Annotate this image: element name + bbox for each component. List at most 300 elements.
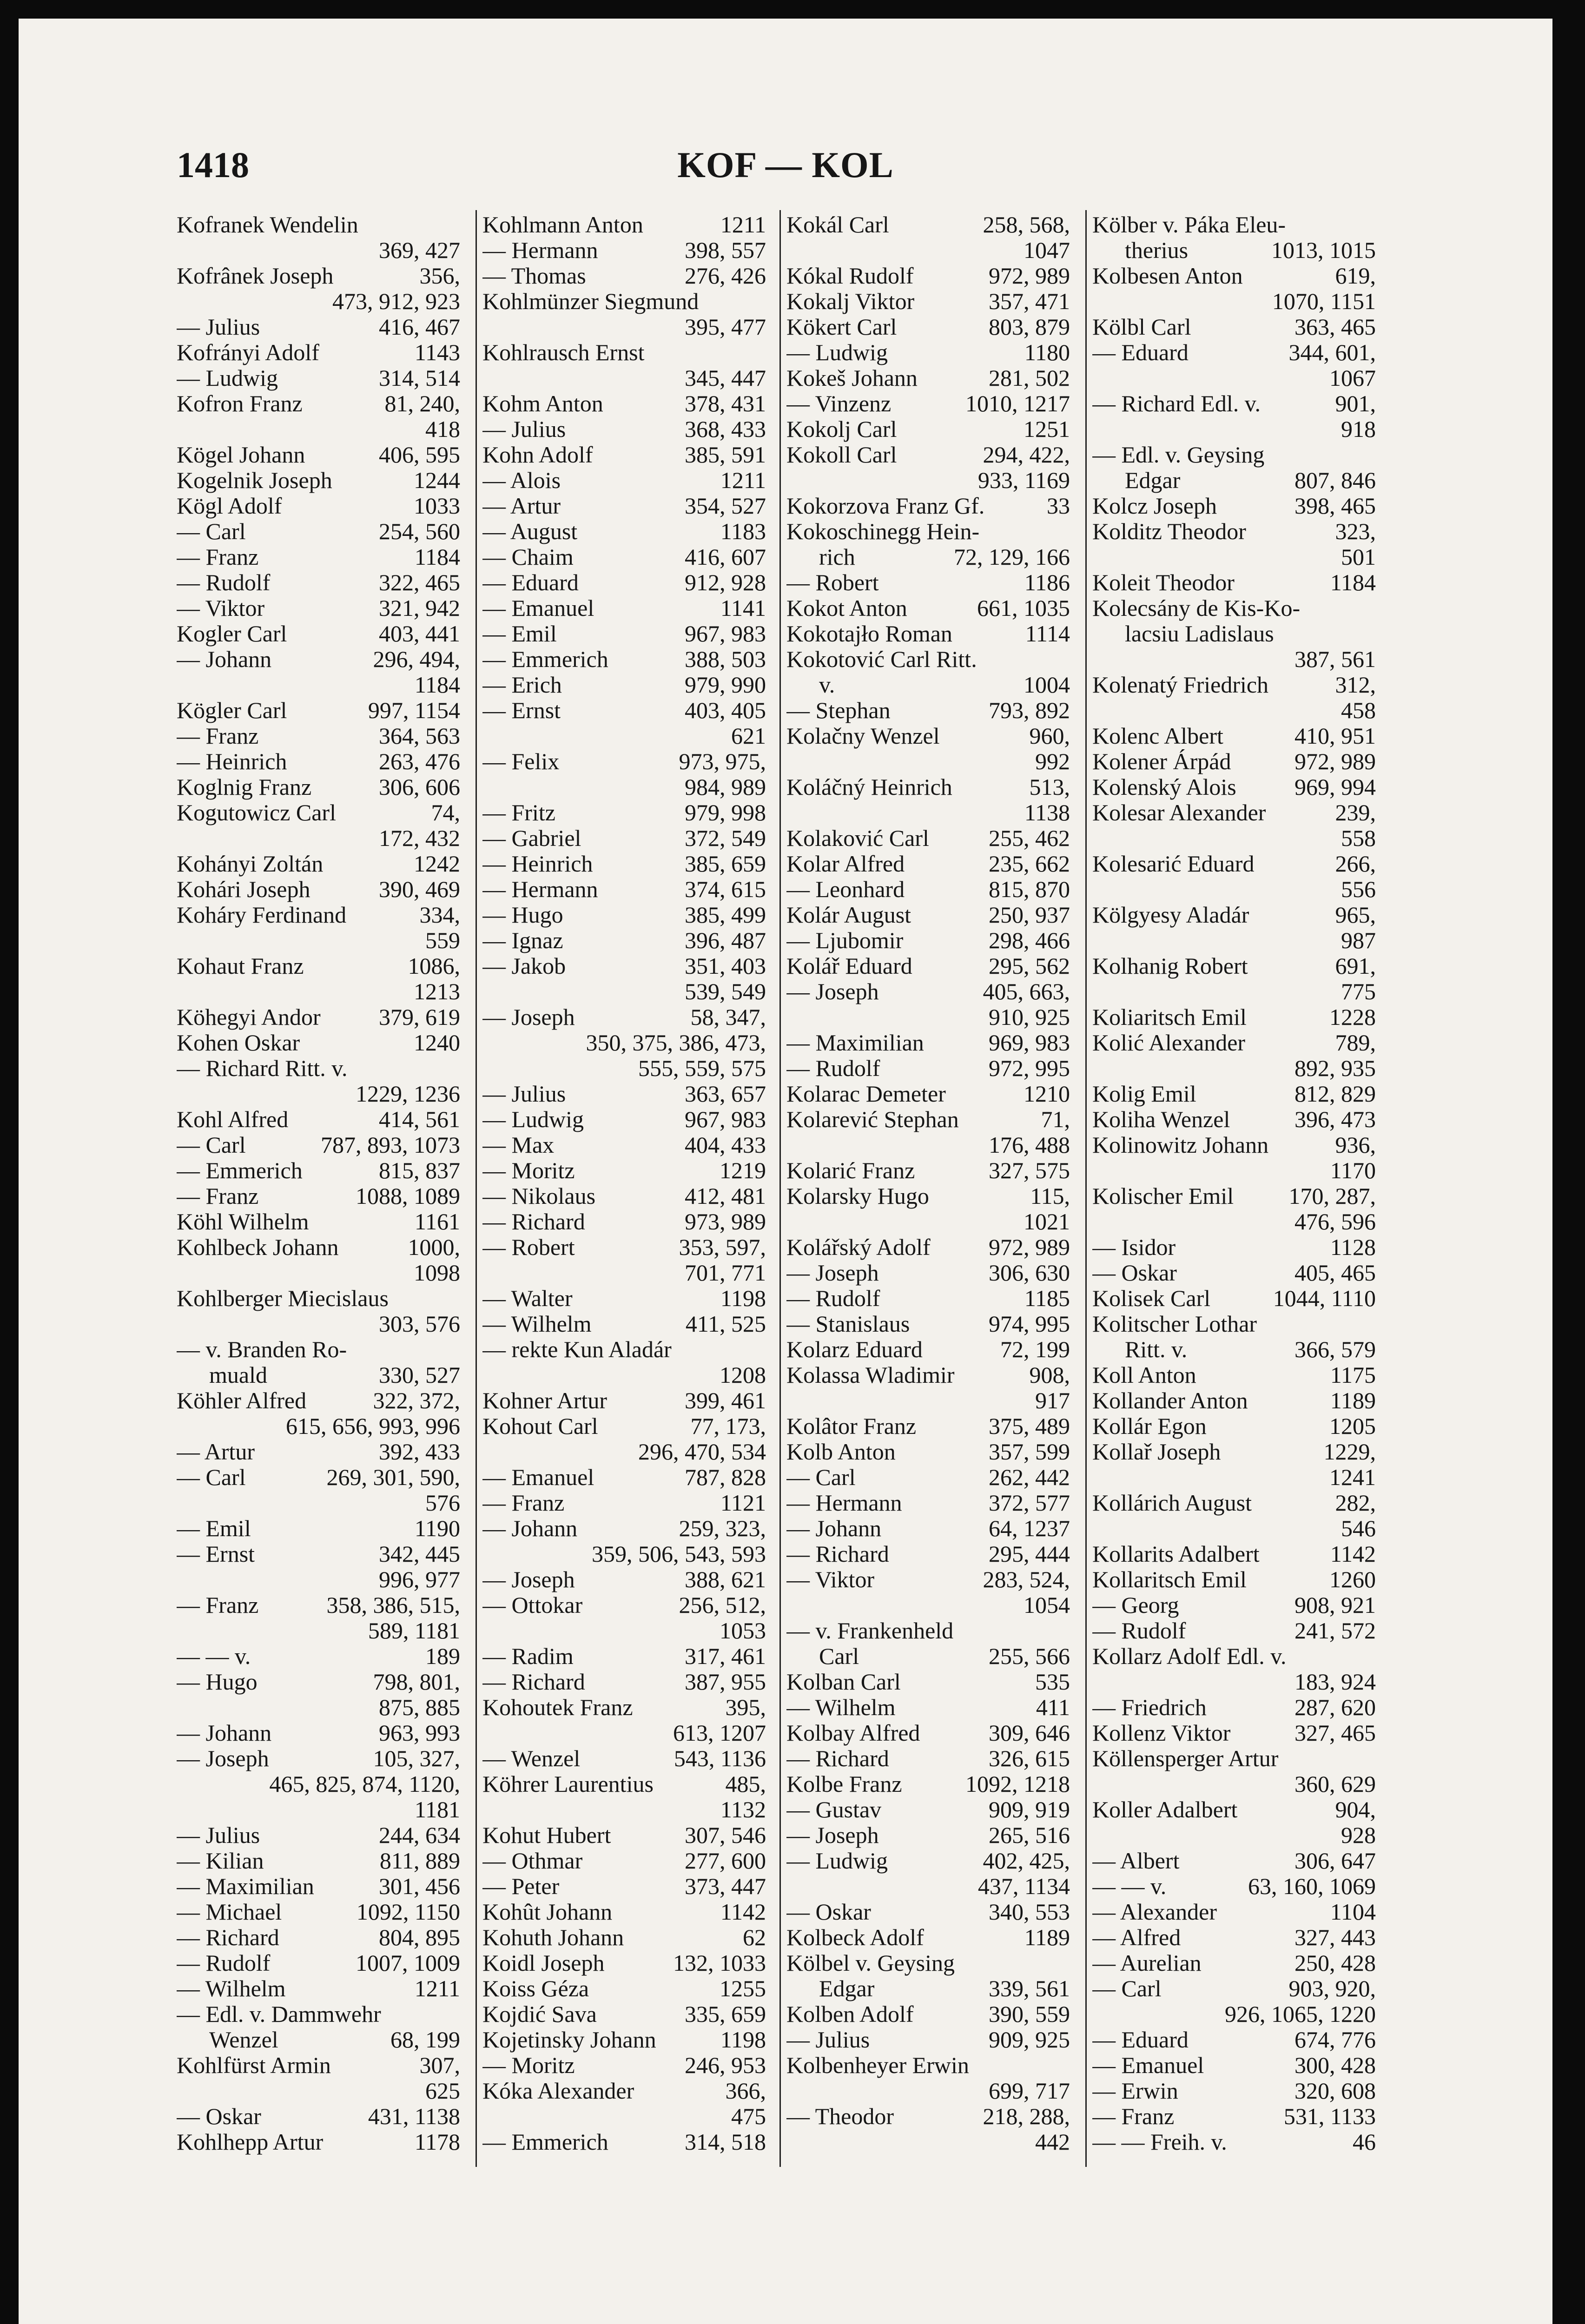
entry-name: — Radim: [482, 1644, 574, 1669]
directory-line: [1092, 1388, 1376, 1413]
page-refs: 701, 771: [685, 1260, 766, 1286]
directory-line: [1092, 1925, 1376, 1950]
entry-name: — Emil: [177, 1516, 251, 1541]
entry-name: Kolbenheyer Erwin: [786, 2053, 969, 2078]
directory-line: [482, 416, 766, 442]
entry-name: — Moritz: [482, 1158, 575, 1183]
directory-line: [177, 1797, 460, 1822]
entry-name: — Aurelian: [1092, 1950, 1202, 1976]
directory-line: [1092, 2129, 1376, 2155]
directory-line: [482, 851, 766, 877]
entry-name: — Richard: [786, 1541, 889, 1567]
directory-line: [482, 1516, 766, 1541]
page-refs: 395, 477: [685, 314, 766, 340]
page-refs: 1021: [1024, 1209, 1070, 1235]
page-refs: 262, 442: [989, 1465, 1070, 1490]
page-refs: 485,: [725, 1771, 766, 1797]
entry-name: Kolisek Carl: [1092, 1286, 1211, 1311]
page-refs: 372, 549: [685, 825, 766, 851]
page-refs: 1211: [720, 212, 766, 238]
directory-line: [482, 1874, 766, 1899]
directory-line: [482, 365, 766, 391]
page-refs: 699, 717: [989, 2078, 1070, 2104]
page-refs: 385, 499: [685, 902, 766, 928]
entry-name: — Wilhelm: [482, 1311, 592, 1337]
directory-line: [177, 1439, 460, 1465]
directory-line: [1092, 1439, 1376, 1465]
entry-name: — Peter: [482, 1874, 560, 1899]
directory-line: [786, 1209, 1070, 1235]
entry-name: Kolenatý Friedrich: [1092, 672, 1269, 698]
directory-line: [1092, 953, 1376, 979]
page-refs: 402, 425,: [983, 1848, 1070, 1874]
entry-name: Kohaut Franz: [177, 953, 304, 979]
page-refs: 793, 892: [989, 698, 1070, 723]
entry-name: Kokolj Carl: [786, 416, 897, 442]
entry-name: Carl: [819, 1644, 859, 1669]
entry-name: — Ernst: [177, 1541, 255, 1567]
entry-name: Kohût Johann: [482, 1899, 613, 1925]
directory-line: [177, 1030, 460, 1056]
directory-line: [177, 1976, 460, 2001]
page-refs: 892, 935: [1294, 1056, 1376, 1081]
directory-line: [786, 672, 1070, 698]
page-refs: 1092, 1218: [965, 1771, 1070, 1797]
page-refs: 307,: [419, 2053, 460, 2078]
page-refs: 364, 563: [379, 723, 460, 749]
entry-name: — Emmerich: [482, 647, 608, 672]
page-refs: 803, 879: [989, 314, 1070, 340]
directory-line: [177, 2129, 460, 2155]
page-refs: 327, 465: [1294, 1720, 1376, 1746]
page-refs: 395,: [725, 1695, 766, 1720]
entry-name: — Hermann: [482, 877, 598, 902]
directory-line: [786, 1362, 1070, 1388]
entry-name: — Maximilian: [177, 1874, 314, 1899]
page-refs: 255, 462: [989, 825, 1070, 851]
entry-name: Kolesar Alexander: [1092, 800, 1266, 825]
directory-line: [177, 1337, 460, 1362]
page-refs: 363, 465: [1294, 314, 1376, 340]
page-refs: 661, 1035: [977, 595, 1070, 621]
entry-name: — Erich: [482, 672, 562, 698]
directory-line: [482, 1004, 766, 1030]
page-refs: 72, 199: [1000, 1337, 1070, 1362]
directory-line: [1092, 340, 1376, 365]
page-refs: 615, 656, 993, 996: [286, 1413, 460, 1439]
entry-name: Kokoll Carl: [786, 442, 897, 468]
page-refs: 1198: [720, 1286, 766, 1311]
directory-line: [786, 2078, 1070, 2104]
entry-name: — Eduard: [1092, 2027, 1189, 2053]
page-refs: 405, 465: [1294, 1260, 1376, 1286]
page-refs: 539, 549: [685, 979, 766, 1004]
entry-name: Kollarits Adalbert: [1092, 1541, 1260, 1567]
page-refs: 979, 990: [685, 672, 766, 698]
entry-name: Kokoschinegg Hein-: [786, 519, 980, 544]
directory-line: [786, 1950, 1070, 1976]
page-refs: 908,: [1029, 1362, 1070, 1388]
directory-line: [786, 2053, 1070, 2078]
directory-line: [1092, 1618, 1376, 1644]
entry-name: Kolarac Demeter: [786, 1081, 946, 1107]
page-refs: 997, 1154: [368, 698, 460, 723]
page-refs: 1033: [414, 493, 460, 519]
entry-name: Kókal Rudolf: [786, 263, 914, 289]
entry-name: — Heinrich: [177, 749, 287, 774]
entry-name: — Hermann: [482, 238, 598, 263]
entry-name: muald: [209, 1362, 267, 1388]
directory-line: [482, 1030, 766, 1056]
directory-line: [1092, 212, 1376, 238]
entry-name: — Carl: [177, 1465, 246, 1490]
page-refs: 1088, 1089: [356, 1183, 460, 1209]
entry-name: — Carl: [177, 519, 246, 544]
page-refs: 912, 928: [685, 570, 766, 595]
page-refs: 1000,: [408, 1235, 460, 1260]
page-refs: 334,: [419, 902, 460, 928]
directory-line: [482, 1413, 766, 1439]
page-refs: 345, 447: [685, 365, 766, 391]
entry-name: Koháry Ferdinand: [177, 902, 347, 928]
directory-line: [786, 1388, 1070, 1413]
page-refs: 281, 502: [989, 365, 1070, 391]
page-refs: 254, 560: [379, 519, 460, 544]
entry-name: Kolassa Wladimir: [786, 1362, 955, 1388]
page-refs: 501: [1341, 544, 1376, 570]
entry-name: Kolesarić Eduard: [1092, 851, 1255, 877]
directory-line: [1092, 1158, 1376, 1183]
page-refs: 811, 889: [379, 1848, 460, 1874]
page-refs: 984, 989: [685, 774, 766, 800]
directory-line: [177, 749, 460, 774]
directory-line: [177, 2001, 460, 2027]
page-refs: 979, 998: [685, 800, 766, 825]
directory-line: [786, 877, 1070, 902]
page-refs: 250, 428: [1294, 1950, 1376, 1976]
directory-line: [1092, 1771, 1376, 1797]
entry-name: Kóka Alexander: [482, 2078, 634, 2104]
directory-line: [177, 1695, 460, 1720]
page-refs: 263, 476: [379, 749, 460, 774]
directory-line: [786, 1592, 1070, 1618]
directory-line: [177, 595, 460, 621]
page-refs: 306, 647: [1294, 1848, 1376, 1874]
page-refs: 589, 1181: [368, 1618, 460, 1644]
page-refs: 1013, 1015: [1271, 238, 1376, 263]
page-refs: 992: [1035, 749, 1070, 774]
directory-line: [1092, 1337, 1376, 1362]
entry-name: Kohlberger Miecislaus: [177, 1286, 389, 1311]
entry-name: Koidl Joseph: [482, 1950, 605, 1976]
entry-name: Kolar Alfred: [786, 851, 905, 877]
directory-line: [1092, 1516, 1376, 1541]
entry-name: — Ludwig: [786, 1848, 888, 1874]
directory-line: [177, 1541, 460, 1567]
directory-line: [177, 774, 460, 800]
entry-name: — Franz: [482, 1490, 565, 1516]
directory-line: [1092, 2078, 1376, 2104]
directory-line: [482, 212, 766, 238]
directory-line: [1092, 468, 1376, 493]
entry-name: Kolener Árpád: [1092, 749, 1231, 774]
entry-name: rich: [819, 544, 855, 570]
directory-line: [786, 442, 1070, 468]
entry-name: — Rudolf: [177, 570, 271, 595]
directory-line: [177, 825, 460, 851]
page-refs: 1047: [1024, 238, 1070, 263]
directory-line: [482, 1720, 766, 1746]
directory-line: [177, 1209, 460, 1235]
page-refs: 619,: [1335, 263, 1376, 289]
entry-name: Kolář Eduard: [786, 953, 912, 979]
page-refs: 314, 514: [379, 365, 460, 391]
directory-line: [177, 1771, 460, 1797]
page-refs: 804, 895: [379, 1925, 460, 1950]
page-refs: 411, 525: [685, 1311, 766, 1337]
page-refs: 965,: [1335, 902, 1376, 928]
directory-line: [177, 672, 460, 698]
entry-name: — Hugo: [482, 902, 563, 928]
page-refs: 64, 1237: [989, 1516, 1070, 1541]
page-refs: 1186: [1024, 570, 1070, 595]
entry-name: Kofron Franz: [177, 391, 303, 416]
directory-line: [177, 800, 460, 825]
page-refs: 909, 925: [989, 2027, 1070, 2053]
entry-name: Kokalj Viktor: [786, 289, 915, 314]
entry-name: — Oskar: [786, 1899, 871, 1925]
page-refs: 1190: [414, 1516, 460, 1541]
page-refs: 1229, 1236: [356, 1081, 460, 1107]
directory-line: [482, 519, 766, 544]
entry-name: — Emanuel: [482, 595, 594, 621]
page-refs: 974, 995: [989, 1311, 1070, 1337]
entry-name: — Alexander: [1092, 1899, 1217, 1925]
directory-line: [177, 1158, 460, 1183]
page-refs: 926, 1065, 1220: [1225, 2001, 1376, 2027]
entry-name: — Joseph: [786, 979, 879, 1004]
page-refs: 917: [1035, 1388, 1070, 1413]
page-refs: 372, 577: [989, 1490, 1070, 1516]
entry-name: Kokeš Johann: [786, 365, 918, 391]
page-refs: 933, 1169: [977, 468, 1070, 493]
entry-name: — Moritz: [482, 2053, 575, 2078]
directory-line: [177, 2078, 460, 2104]
entry-name: — Oskar: [177, 2104, 261, 2129]
page-refs: 558: [1341, 825, 1376, 851]
page-refs: 388, 503: [685, 647, 766, 672]
page-refs: 1067: [1329, 365, 1376, 391]
entry-name: — Kilian: [177, 1848, 264, 1874]
directory-line: [177, 723, 460, 749]
page-refs: 406, 595: [379, 442, 460, 468]
entry-name: Kogelnik Joseph: [177, 468, 332, 493]
page-refs: 396, 487: [685, 928, 766, 953]
entry-name: — Gabriel: [482, 825, 581, 851]
entry-name: — — Freih. v.: [1092, 2129, 1227, 2155]
entry-name: Kohlbeck Johann: [177, 1235, 339, 1260]
directory-line: [786, 1899, 1070, 1925]
page-refs: 416, 607: [685, 544, 766, 570]
column-2: [482, 212, 766, 2164]
entry-name: — Wilhelm: [177, 1976, 286, 2001]
page-refs: 350, 375, 386, 473,: [586, 1030, 766, 1056]
directory-line: [1092, 698, 1376, 723]
entry-name: — Franz: [177, 1183, 259, 1209]
directory-line: [177, 1669, 460, 1695]
page-refs: 244, 634: [379, 1822, 460, 1848]
directory-line: [177, 902, 460, 928]
directory-line: [482, 2129, 766, 2155]
entry-name: — Stephan: [786, 698, 891, 723]
page-refs: 403, 405: [685, 698, 766, 723]
directory-line: [482, 1158, 766, 1183]
entry-name: Kohlmann Anton: [482, 212, 643, 238]
directory-line: [177, 1260, 460, 1286]
entry-name: — Artur: [482, 493, 561, 519]
directory-line: [177, 314, 460, 340]
page-refs: 276, 426: [685, 263, 766, 289]
directory-line: [177, 570, 460, 595]
directory-line: [482, 800, 766, 825]
directory-line: [177, 1235, 460, 1260]
directory-line: [786, 1695, 1070, 1720]
directory-line: [1092, 749, 1376, 774]
page-refs: 250, 937: [989, 902, 1070, 928]
entry-name: Kolâtor Franz: [786, 1413, 917, 1439]
page-refs: 327, 575: [989, 1158, 1070, 1183]
entry-name: Kogler Carl: [177, 621, 287, 647]
page-refs: 1054: [1024, 1592, 1070, 1618]
page-refs: 531, 1133: [1283, 2104, 1376, 2129]
directory-line: [177, 468, 460, 493]
entry-name: Köhl Wilhelm: [177, 1209, 309, 1235]
directory-line: [482, 1797, 766, 1822]
page-refs: 71,: [1041, 1107, 1070, 1132]
page-refs: 132, 1033: [673, 1950, 766, 1976]
entry-name: — v. Branden Ro-: [177, 1337, 347, 1362]
page-refs: 283, 524,: [983, 1567, 1070, 1592]
entry-name: — Michael: [177, 1899, 282, 1925]
entry-name: — Heinrich: [482, 851, 593, 877]
entry-name: Koliaritsch Emil: [1092, 1004, 1247, 1030]
column-4: [1092, 212, 1376, 2164]
directory-line: [482, 2027, 766, 2053]
directory-line: [177, 1490, 460, 1516]
page-title: KOF — KOL: [677, 145, 894, 185]
page-refs: 1260: [1329, 1567, 1376, 1592]
directory-line: [482, 672, 766, 698]
page-refs: 326, 615: [989, 1746, 1070, 1771]
page-refs: 437, 1134: [977, 1874, 1070, 1899]
page-refs: 266,: [1335, 851, 1376, 877]
page-refs: 559: [425, 928, 460, 953]
page-refs: 815, 837: [379, 1158, 460, 1183]
entry-name: — Johann: [482, 1516, 578, 1541]
directory-line: [177, 2104, 460, 2129]
page-refs: 431, 1138: [368, 2104, 460, 2129]
entry-name: Kohut Hubert: [482, 1822, 611, 1848]
page-refs: 1205: [1329, 1413, 1376, 1439]
entry-name: Kohoutek Franz: [482, 1695, 633, 1720]
directory-line: [786, 314, 1070, 340]
directory-line: [482, 1950, 766, 1976]
directory-line: [177, 1848, 460, 1874]
directory-line: [177, 493, 460, 519]
page-refs: 691,: [1335, 953, 1376, 979]
page-refs: 259, 323,: [679, 1516, 766, 1541]
page-refs: 183, 924: [1294, 1669, 1376, 1695]
page-refs: 787, 893, 1073: [321, 1132, 460, 1158]
page-refs: 442: [1035, 2129, 1070, 2155]
entry-name: Kökert Carl: [786, 314, 897, 340]
directory-line: [1092, 1644, 1376, 1669]
directory-line: [786, 1081, 1070, 1107]
page-refs: 1219: [720, 1158, 766, 1183]
directory-line: [482, 749, 766, 774]
entry-name: Kohout Carl: [482, 1413, 598, 1439]
page-refs: 1184: [414, 544, 460, 570]
entry-name: Kohlfürst Armin: [177, 2053, 331, 2078]
entry-name: Kokot Anton: [786, 595, 907, 621]
page-refs: 910, 925: [989, 1004, 1070, 1030]
directory-line: [1092, 928, 1376, 953]
directory-line: [482, 1644, 766, 1669]
directory-line: [786, 365, 1070, 391]
directory-line: [1092, 1874, 1376, 1899]
page-refs: 314, 518: [685, 2129, 766, 2155]
directory-line: [482, 1209, 766, 1235]
entry-name: — Richard: [786, 1746, 889, 1771]
entry-name: — Chaim: [482, 544, 574, 570]
page-refs: 317, 461: [685, 1644, 766, 1669]
directory-line: [1092, 1107, 1376, 1132]
directory-line: [482, 1695, 766, 1720]
directory-line: [1092, 800, 1376, 825]
directory-line: [786, 2104, 1070, 2129]
page-refs: 1244: [414, 468, 460, 493]
entry-name: — Joseph: [482, 1004, 575, 1030]
entry-name: Kojdić Sava: [482, 2001, 597, 2027]
page-refs: 815, 870: [989, 877, 1070, 902]
directory-line: [1092, 1720, 1376, 1746]
page-refs: 1211: [414, 1976, 460, 2001]
page-refs: 1198: [720, 2027, 766, 2053]
directory-line: [1092, 1822, 1376, 1848]
directory-line: [786, 1516, 1070, 1541]
directory-line: [1092, 1260, 1376, 1286]
entry-name: Koliha Wenzel: [1092, 1107, 1230, 1132]
page-refs: 1229,: [1323, 1439, 1376, 1465]
page-refs: 411: [1036, 1695, 1070, 1720]
entry-name: Koglnig Franz: [177, 774, 312, 800]
page-refs: 399, 461: [685, 1388, 766, 1413]
page-refs: 368, 433: [685, 416, 766, 442]
page-refs: 303, 576: [379, 1311, 460, 1337]
page-refs: 967, 983: [685, 1107, 766, 1132]
entry-name: — Carl: [177, 1132, 246, 1158]
directory-line: [482, 314, 766, 340]
page-refs: 218, 288,: [983, 2104, 1070, 2129]
directory-line: [786, 774, 1070, 800]
entry-name: Kölgyesy Aladár: [1092, 902, 1249, 928]
entry-name: Kollander Anton: [1092, 1388, 1248, 1413]
directory-line: [786, 595, 1070, 621]
entry-name: Koláčný Heinrich: [786, 774, 952, 800]
entry-name: Koleit Theodor: [1092, 570, 1235, 595]
entry-name: — Albert: [1092, 1848, 1180, 1874]
directory-line: [1092, 2001, 1376, 2027]
